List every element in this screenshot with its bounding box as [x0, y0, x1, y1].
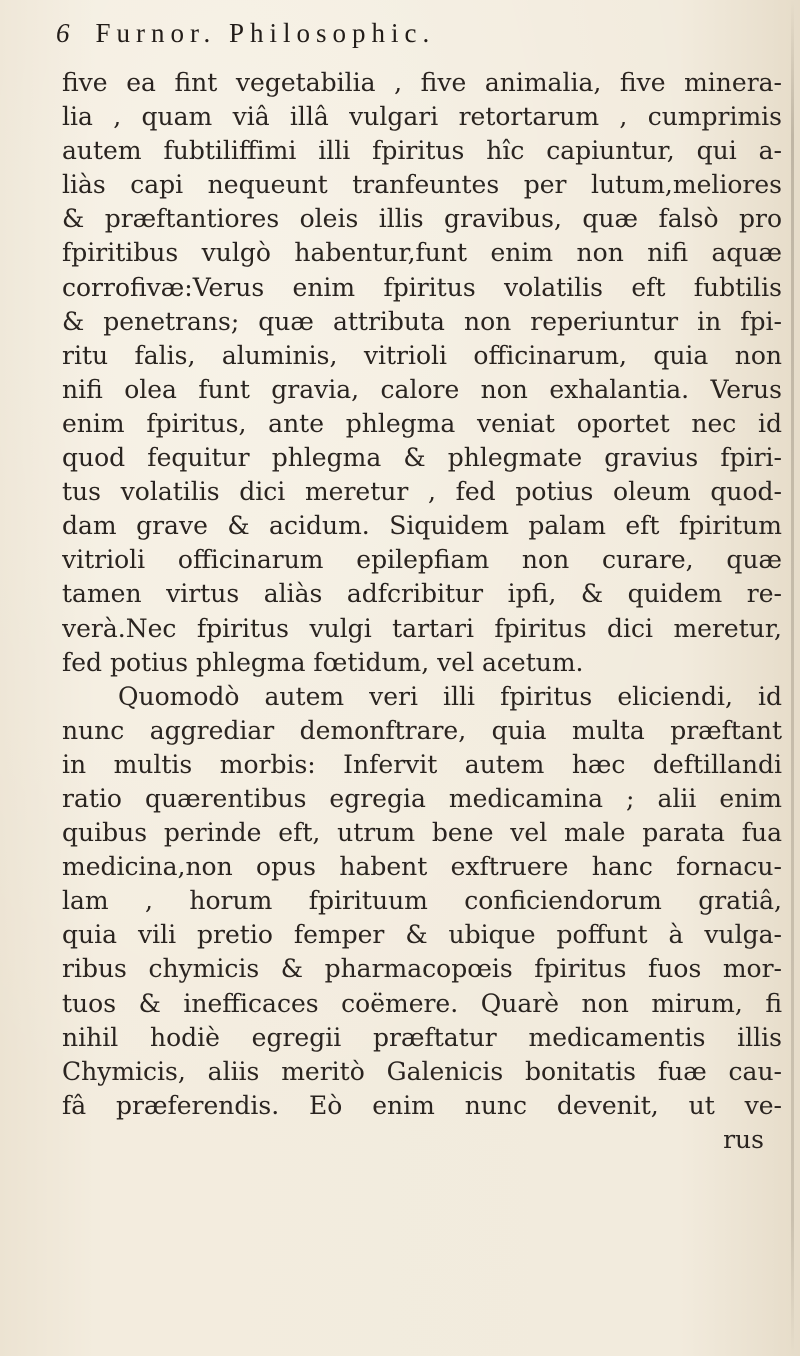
text-line: fâ præferendis. Eò enim nunc devenit, ut ve-: [62, 1090, 782, 1120]
body-text: [62, 66, 782, 1157]
text-line: quod fequitur phlegma & phlegmate gravius fpiri-: [62, 443, 782, 473]
text-line: five ea fint vegetabilia , five animalia, five minera-: [62, 68, 782, 97]
text-line: tuos & inefficaces coëmere. Quarè non mirum, fi: [62, 988, 782, 1018]
text-line: quibus perinde eft, utrum bene vel male parata fua: [62, 818, 782, 848]
text-line: ritu falis, aluminis, vitrioli officinarum, quia non: [62, 340, 782, 370]
text-line: in multis morbis: Infervit autem hæc deftillandi: [62, 749, 782, 779]
text-line: liàs capi nequeunt tranfeuntes per lutum,meliores: [62, 170, 782, 200]
catchword: rus: [723, 1124, 764, 1154]
text-line: autem fubtiliffimi illi fpiritus hîc capiuntur, qui a-: [62, 136, 782, 166]
text-line: tamen virtus aliàs adfcribitur ipfi, & quidem re-: [62, 579, 782, 609]
text-line: nifi olea funt gravia, calore non exhalantia. Verus: [62, 374, 782, 404]
running-title: Furnor. Philosophic.: [95, 18, 436, 48]
text-line: corrofivæ:Verus enim fpiritus volatilis eft fubtilis: [62, 272, 782, 302]
page-number: 6: [56, 18, 70, 48]
text-line: dam grave & acidum. Siquidem palam eft fpiritum: [62, 511, 782, 541]
text-line: medicina,non opus habent exftruere hanc fornacu-: [62, 852, 782, 882]
text-line: Chymicis, aliis meritò Galenicis bonitatis fuæ cau-: [62, 1056, 782, 1086]
paragraph-end-line: fed potius phlegma fœtidum, vel acetum.: [62, 647, 584, 677]
text-line: vitrioli officinarum epilepfiam non curare, quæ: [62, 545, 782, 575]
text-line: tus volatilis dici meretur , fed potius oleum quod-: [62, 477, 782, 507]
text-line: & præftantiores oleis illis gravibus, quæ falsò pro: [62, 204, 782, 234]
text-line: quia vili pretio femper & ubique poffunt à vulga-: [62, 920, 782, 950]
text-line: lia , quam viâ illâ vulgari retortarum , cumprimis: [62, 102, 782, 132]
text-line: enim fpiritus, ante phlegma veniat oportet nec id: [62, 408, 782, 438]
text-line: verà.Nec fpiritus vulgi tartari fpiritus dici meretur,: [62, 613, 782, 643]
page-edge-shadow: [791, 0, 794, 1356]
paragraph-start-line: Quomodò autem veri illi fpiritus eliciendi, id: [118, 681, 782, 711]
text-line: nunc aggrediar demonftrare, quia multa præftant: [62, 715, 782, 745]
text-line: fpiritibus vulgò habentur,funt enim non nifi aquæ: [62, 238, 782, 268]
text-line: & penetrans; quæ attributa non reperiuntur in fpi-: [62, 306, 782, 336]
text-line: ratio quærentibus egregia medicamina ; alii enim: [62, 783, 782, 813]
text-line: lam , horum fpirituum conficiendorum gratiâ,: [62, 886, 782, 916]
running-header: [56, 18, 786, 62]
text-line: ribus chymicis & pharmacopœis fpiritus fuos mor-: [62, 954, 782, 984]
text-line: nihil hodiè egregii præftatur medicamentis illis: [62, 1022, 782, 1052]
